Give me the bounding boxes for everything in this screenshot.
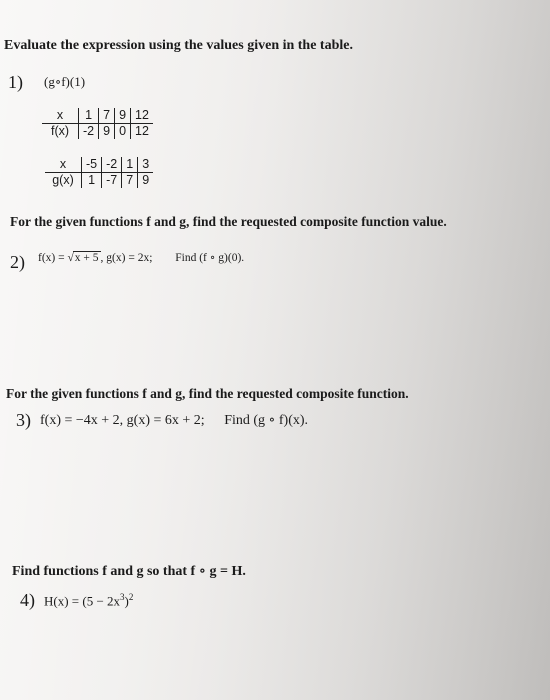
- table-g-x-1: -5: [82, 157, 102, 173]
- problem2-definition: [38, 250, 244, 264]
- sqrt-symbol: √: [67, 252, 74, 264]
- problem3-definition: [40, 412, 308, 429]
- table-g-x-4: 3: [138, 157, 153, 173]
- table-f-fx-4: 12: [131, 124, 153, 140]
- table-f-x-3: 9: [115, 108, 131, 124]
- table-f-fx-label: f(x): [50, 124, 70, 138]
- problem4-outer-exponent: 2: [128, 592, 134, 602]
- section3-heading: For the given functions f and g, find the requested composite function.: [6, 386, 409, 401]
- problem2-f-prefix: f(x) =: [38, 252, 68, 264]
- table-g-gx-2: -7: [102, 173, 122, 189]
- problem1-expression: (g∘f)(1): [44, 74, 86, 89]
- table-f-header-row: [42, 108, 153, 124]
- table-f: [42, 108, 153, 139]
- table-f-fx-1: -2: [79, 124, 99, 140]
- problem4-close: ): [124, 593, 129, 609]
- problem4-number: 4): [20, 590, 35, 610]
- table-g-gx-3: 7: [122, 173, 138, 189]
- problem1-number: 1): [8, 72, 23, 92]
- problem3-number: 3): [16, 410, 31, 430]
- table-g-gx-label: g(x): [52, 173, 74, 187]
- problem3-definitions: f(x) = −4x + 2, g(x) = 6x + 2;: [40, 413, 205, 428]
- problem4-definition: [44, 592, 133, 609]
- table-g-gx-4: 9: [138, 173, 153, 189]
- section2-heading: For the given functions f and g, find the requested composite function value.: [10, 214, 447, 229]
- table-g-x-2: -2: [102, 157, 122, 173]
- problem2-g-def: , g(x) = 2x;: [100, 252, 153, 264]
- table-g-gx-1: 1: [82, 173, 102, 189]
- table-g: [45, 157, 153, 188]
- problem2-number: 2): [10, 252, 25, 272]
- problem2-f-radical: x + 5: [74, 252, 99, 264]
- table-f-x-4: 12: [131, 108, 153, 124]
- table-g-x-label: x: [45, 157, 82, 173]
- problem3-task: Find (g ∘ f)(x).: [224, 413, 309, 428]
- table-f-value-row: [42, 124, 153, 140]
- table-g-x-3: 1: [122, 157, 138, 173]
- problem4-inner-exponent: 3: [120, 592, 125, 602]
- problem2-task: Find (f ∘ g)(0).: [175, 252, 245, 264]
- table-f-fx-2: 9: [99, 124, 115, 140]
- table-f-x-1: 1: [79, 108, 99, 124]
- table-f-x-label: x: [42, 108, 79, 124]
- table-f-x-2: 7: [99, 108, 115, 124]
- section1-heading: Evaluate the expression using the values given in the table.: [4, 38, 353, 53]
- section4-heading: Find functions f and g so that f ∘ g = H.: [12, 564, 246, 579]
- table-f-fx-3: 0: [115, 124, 131, 140]
- table-g-header-row: [45, 157, 153, 173]
- table-g-value-row: [45, 173, 153, 189]
- problem4-base: H(x) = (5 − 2x: [44, 593, 121, 609]
